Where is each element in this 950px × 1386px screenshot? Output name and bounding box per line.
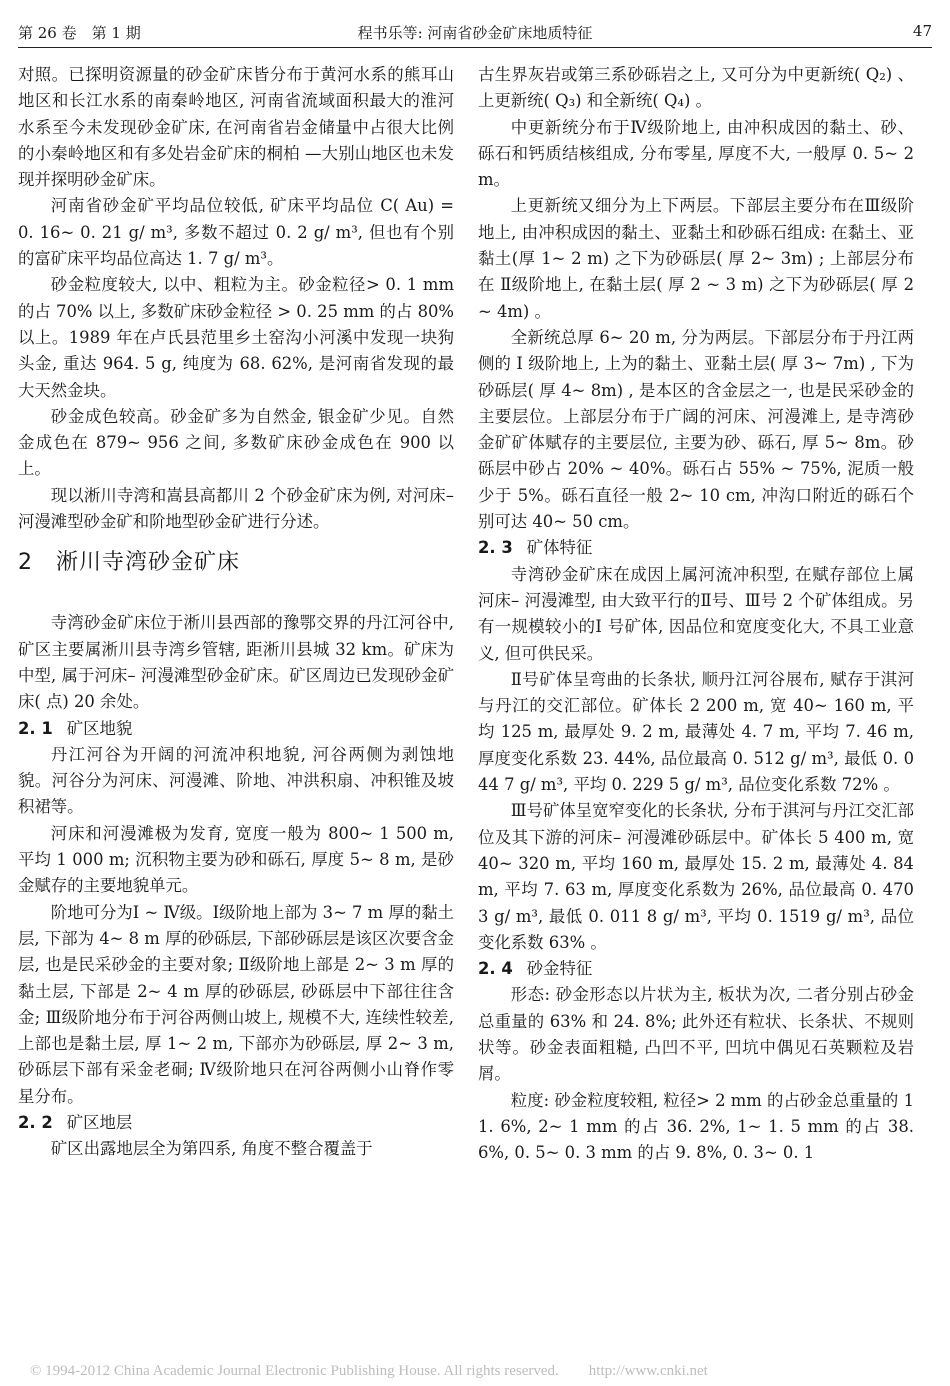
paragraph: Ⅲ号矿体呈宽窄变化的长条状, 分布于淇河与丹江交汇部位及其下游的河床– 河漫滩砂砾层中。矿体长 5 400 m, 宽 40~ 320 m, 平均 160 m, 最厚处 15. 2 m, 最薄处 4. 84 m, 平均 7. 63 m, 厚度变化系数为 26%, 品位最高 0. 470 3 g/ m³, 最低 0. 011 8 g/ m³, 平均 0. 1519 g/ m³, 品位变化系数 63% 。 <box>478 801 915 952</box>
subsection-number: 2. 3 <box>478 538 513 558</box>
paragraph: 现以淅川寺湾和嵩县高都川 2 个砂金矿床为例, 对河床– 河漫滩型砂金矿和阶地型砂金矿进行分述。 <box>18 485 454 532</box>
paragraph: 阶地可分为Ⅰ ~ Ⅳ级。Ⅰ级阶地上部为 3~ 7 m 厚的黏土层, 下部为 4~ 8 m 厚的砂砾层, 下部砂砾层是该区次要含金层, 也是民采砂金的主要对象; Ⅱ级阶地上部是 2~ 3 m 厚的黏土层, 下部是 2~ 4 m 厚的砂砾层, 砂砾层中下部往往含金; Ⅲ级阶地分布于河谷两侧山坡上, 规模不大, 连续性较差, 上部也是黏土层, 厚 1~ 2 m, 下部亦为砂砾层, 厚 2~ 3 m, 砂砾层下部有采金老硐; Ⅳ级阶地只在河谷两侧小山脊作零星分布。 <box>18 902 455 1106</box>
paragraph: Ⅱ号矿体呈弯曲的长条状, 顺丹江河谷展布, 赋存于淇河与丹江的交汇部位。矿体长 2 200 m, 宽 40~ 160 m, 平均 125 m, 最厚处 9. 2 m, 最薄处 4. 7 m, 平均 7. 46 m, 厚度变化系数 23. 44%, 品位最高 0. 512 g/ m³, 最低 0. 044 7 g/ m³, 平均 0. 229 5 g/ m³, 品位变化系数 72% 。 <box>478 669 914 795</box>
subsection-number: 2. 2 <box>18 1112 53 1132</box>
volume-issue: 第 26 卷 第 1 期 <box>18 24 141 42</box>
subsection-number: 2. 1 <box>18 718 53 738</box>
paragraph: 全新统总厚 6~ 20 m, 分为两层。下部层分布于丹江两侧的 Ⅰ 级阶地上, 上为的黏土、亚黏土层( 厚 3~ 7m) , 下为砂砾层( 厚 4~ 8m) , 是本区的含金层之一, 也是民采砂金的主要层位。上部层分布于广阔的河床、河漫滩上, 是寺湾砂金矿矿体赋存的主要层位, 主要为砂、砾石, 厚 5~ 8m。砂砾层中砂占 20% ~ 40%。砾石占 55% ~ 75%, 泥质一般少于 5%。砾石直径一般 2~ 10 cm, 冲沟口附近的砾石个别可达 40~ 50 cm。 <box>478 327 914 532</box>
left-column <box>18 62 454 1163</box>
paragraph: 河南省砂金矿平均品位较低, 矿床平均品位 C( Au) = 0. 16~ 0. 21 g/ m³, 多数不超过 0. 2 g/ m³, 但也有个别的富矿床平均品位高达 1. 7 g/ m³。 <box>18 196 454 269</box>
header-rule <box>18 47 932 48</box>
paragraph: 丹江河谷为开阔的河流冲积地貌, 河谷两侧为剥蚀地貌。河谷分为河床、河漫滩、阶地、冲洪积扇、冲积锥及坡积裙等。 <box>18 744 454 817</box>
copyright-watermark: © 1994-2012 China Academic Journal Electronic Publishing House. All rights reserved. http://www.cnki.net <box>30 1363 708 1379</box>
subsection-heading <box>478 535 914 561</box>
page-number: 47 <box>912 22 932 40</box>
right-column <box>478 62 914 1166</box>
paragraph: 砂金粒度较大, 以中、粗粒为主。砂金粒径> 0. 1 mm的占 70% 以上, 多数矿床砂金粒径 > 0. 25 mm 的占 80% 以上。1989 年在卢氏县范里乡土窑沟小河溪中发现一块狗头金, 重达 964. 5 g, 纯度为 68. 62%, 是河南省发现的最大天然金块。 <box>18 275 454 400</box>
subsection-title: 矿体特征 <box>526 538 593 558</box>
running-title: 程书乐等: 河南省砂金矿床地质特征 <box>357 24 593 42</box>
subsection-heading <box>18 716 454 742</box>
paragraph: 矿区出露地层全为第四系, 角度不整合覆盖于 <box>50 1139 373 1159</box>
paragraph: 中更新统分布于Ⅳ级阶地上, 由冲积成因的黏土、砂、砾石和钙质结核组成, 分布零星, 厚度不大, 一般厚 0. 5~ 2 m。 <box>478 117 914 190</box>
paragraph: 河床和河漫滩极为发育, 宽度一般为 800~ 1 500 m, 平均 1 000 m; 沉积物主要为砂和砾石, 厚度 5~ 8 m, 是砂金赋存的主要地貌单元。 <box>18 823 454 896</box>
running-header <box>18 22 932 46</box>
paragraph: 形态: 砂金形态以片状为主, 板状为次, 二者分别占砂金总重量的 63% 和 24. 8%; 此外还有粒状、长条状、不规则状等。砂金表面粗糙, 凸凹不平, 凹坑中偶见石英颗粒及岩屑。 <box>478 985 914 1084</box>
section-heading: 2 淅川寺湾砂金矿床 <box>18 550 240 576</box>
paragraph: 古生界灰岩或第三系砂砾岩之上, 又可分为中更新统( Q₂) 、上更新统( Q₃) 和全新统( Q₄) 。 <box>478 65 914 111</box>
subsection-heading <box>18 1110 454 1136</box>
subsection-title: 矿区地层 <box>66 1112 133 1132</box>
paragraph: 上更新统又细分为上下两层。下部层主要分布在Ⅲ级阶地上, 由冲积成因的黏土、亚黏土和砂砾石组成: 在黏土、亚黏土(厚 1~ 2 m) 之下为砂砾层( 厚 2~ 3m) ; 上部层分布在 Ⅱ级阶地上, 在黏土层( 厚 2 ~ 3 m) 之下为砂砾层( 厚 2~ 4m) 。 <box>478 196 914 321</box>
subsection-title: 矿区地貌 <box>66 718 133 738</box>
paragraph: 粒度: 砂金粒度较粗, 粒径> 2 mm 的占砂金总重量的 11. 6%, 2~ 1 mm 的占 36. 2%, 1~ 1. 5 mm 的占 38. 6%, 0. 5~ 0. 3 mm 的占 9. 8%, 0. 3~ 0. 1 <box>478 1090 914 1163</box>
paragraph: 对照。已探明资源量的砂金矿床皆分布于黄河水系的熊耳山地区和长江水系的南秦岭地区, 河南省流域面积最大的淮河水系至今未发现砂金矿床, 在河南省岩金储量中占很大比例的小秦岭地区和有多处岩金矿床的桐柏 —大别山地区也未发现并探明砂金矿床。 <box>18 65 454 190</box>
paragraph: 寺湾砂金矿床位于淅川县西部的豫鄂交界的丹江河谷中, 矿区主要属淅川县寺湾乡管辖, 距淅川县城 32 km。矿床为中型, 属于河床– 河漫滩型砂金矿床。矿区周边已发现砂金矿床( 点) 20 余处。 <box>18 613 454 712</box>
paragraph: 寺湾砂金矿床在成因上属河流冲积型, 在赋存部位上属河床– 河漫滩型, 由大致平行的Ⅱ号、Ⅲ号 2 个矿体组成。另有一规模较小的Ⅰ 号矿体, 因品位和宽度变化大, 不具工业意义, 但可供民采。 <box>478 564 914 663</box>
subsection-title: 砂金特征 <box>526 959 593 979</box>
subsection-number: 2. 4 <box>478 959 513 979</box>
subsection-heading <box>478 956 914 982</box>
paragraph: 砂金成色较高。砂金矿多为自然金, 银金矿少见。自然金成色在 879~ 956 之间, 多数矿床砂金成色在 900 以上。 <box>18 406 454 479</box>
